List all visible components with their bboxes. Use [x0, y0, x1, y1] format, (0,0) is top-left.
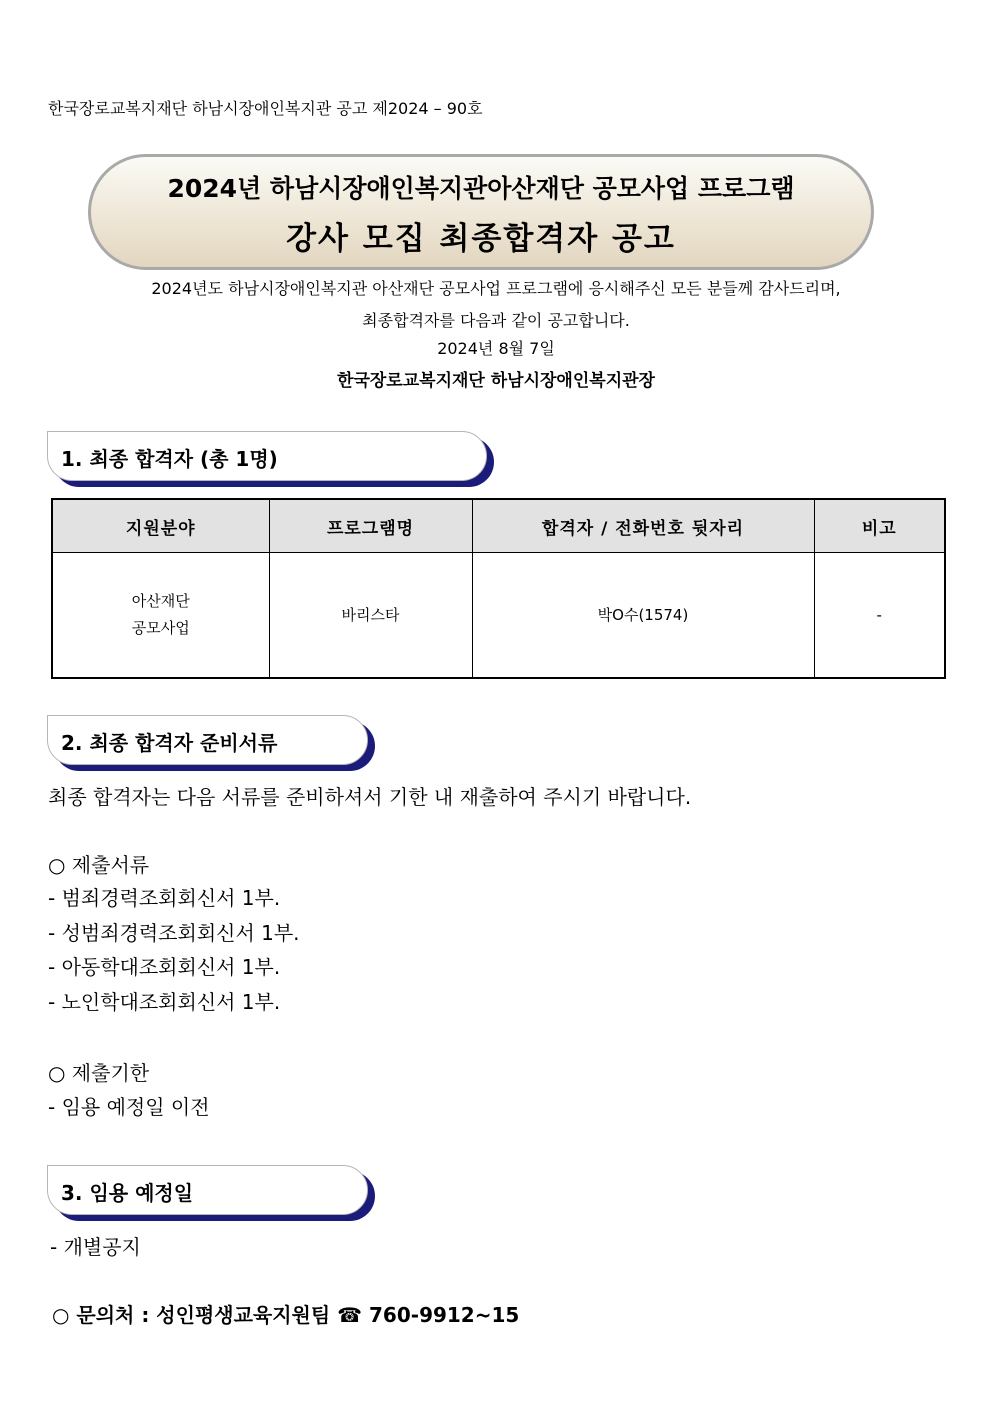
list-item: - 노인학대조회회신서 1부.	[48, 989, 281, 1014]
column-header-applicant: 합격자 / 전화번호 뒷자리	[472, 499, 814, 553]
cell-field-line-1: 아산재단	[131, 592, 190, 610]
cell-field-line-2: 공모사업	[131, 619, 190, 637]
section-1-heading	[47, 431, 487, 481]
section-1-heading-text: 1. 최종 합격자 (총 1명)	[61, 447, 278, 471]
table-header-row	[52, 499, 945, 553]
intro-line-1: 2024년도 하남시장애인복지관 아산재단 공모사업 프로그램에 응시해주신 모든 분들께 감사드리며,	[151, 279, 841, 298]
start-date-item: - 개별공지	[50, 1235, 141, 1259]
contact-info: ○ 문의처 : 성인평생교육지원팀 ☎ 760-9912~15	[52, 1303, 520, 1327]
deadline-item: - 임용 예정일 이전	[48, 1095, 210, 1119]
column-header-note: 비고	[814, 499, 945, 553]
cell-note: -	[814, 553, 945, 679]
column-header-field: 지원분야	[52, 499, 269, 553]
list-item: - 아동학대조회회신서 1부.	[48, 955, 281, 979]
document-number: 한국장로교복지재단 하남시장애인복지관 공고 제2024 – 90호	[48, 99, 483, 118]
documents-label: ○ 제출서류	[48, 853, 150, 877]
column-header-program: 프로그램명	[269, 499, 472, 553]
submission-guide: 최종 합격자는 다음 서류를 준비하셔서 기한 내 재출하여 주시기 바랍니다.	[48, 785, 692, 809]
section-2-heading	[47, 715, 368, 765]
cell-program: 바리스타	[269, 553, 472, 679]
section-3-heading	[47, 1165, 368, 1215]
organization-name: 한국장로교복지재단 하남시장애인복지관장	[337, 371, 655, 391]
section-3-heading-text: 3. 임용 예정일	[61, 1181, 194, 1205]
deadline-label: ○ 제출기한	[48, 1061, 150, 1085]
intro-line-2: 최종합격자를 다음과 같이 공고합니다.	[362, 311, 630, 330]
list-item: - 범죄경력조회회신서 1부.	[48, 886, 281, 910]
documents-list	[48, 882, 300, 1020]
table-row	[52, 553, 945, 679]
title-banner	[88, 154, 874, 270]
title-line-1: 2024년 하남시장애인복지관아산재단 공모사업 프로그램	[167, 174, 795, 203]
title-line-2: 강사 모집 최종합격자 공고	[286, 221, 676, 257]
result-table	[51, 498, 946, 679]
cell-applicant: 박O수(1574)	[472, 553, 814, 679]
cell-field	[52, 553, 269, 679]
section-2-heading-text: 2. 최종 합격자 준비서류	[61, 731, 278, 755]
announcement-date: 2024년 8월 7일	[437, 339, 555, 358]
list-item: - 성범죄경력조회회신서 1부.	[48, 920, 300, 945]
